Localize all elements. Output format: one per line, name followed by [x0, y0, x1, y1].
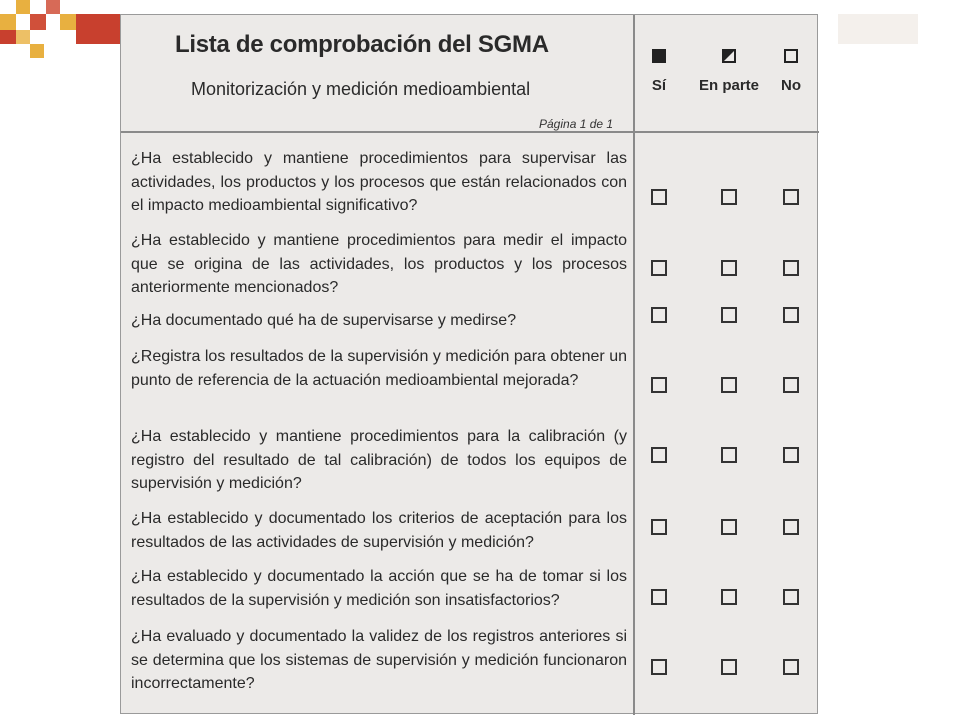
filled-square-icon — [652, 49, 666, 63]
answer-no-checkbox[interactable] — [783, 589, 799, 605]
legend-partly-label: En parte — [699, 77, 760, 94]
answer-no-checkbox[interactable] — [783, 659, 799, 675]
question-text: ¿Ha establecido y mantiene procedimientos para supervisar las actividades, los productos y los procesos que están relacionados con el impacto medioambiental significativo? — [131, 150, 627, 214]
decor-square — [60, 14, 76, 30]
question-text: ¿Ha documentado qué ha de supervisarse y medirse? — [131, 312, 517, 329]
answer-no-checkbox[interactable] — [783, 377, 799, 393]
answer-yes-checkbox[interactable] — [651, 260, 667, 276]
decor-square — [30, 44, 44, 58]
answer-no-checkbox[interactable] — [783, 307, 799, 323]
answer-no-checkbox[interactable] — [783, 189, 799, 205]
empty-square-icon — [784, 49, 798, 63]
question-text: ¿Ha establecido y documentado los criterios de aceptación para los resultados de las actividades de supervisión y medición? — [131, 510, 627, 551]
question-text: ¿Registra los resultados de la supervisión y medición para obtener un punto de referencia de la actuación medioambiental mejorada? — [131, 348, 627, 389]
column-divider — [633, 15, 635, 715]
decor-block — [838, 14, 918, 44]
answer-partly-checkbox[interactable] — [721, 189, 737, 205]
decor-square — [16, 30, 30, 44]
answer-yes-checkbox[interactable] — [651, 307, 667, 323]
decor-square — [46, 0, 60, 14]
form-title: Lista de comprobación del SGMA — [175, 31, 549, 58]
answer-partly-checkbox[interactable] — [721, 307, 737, 323]
answer-partly-checkbox[interactable] — [721, 260, 737, 276]
answer-yes-checkbox[interactable] — [651, 519, 667, 535]
checklist-form — [120, 14, 818, 714]
answer-partly-checkbox[interactable] — [721, 519, 737, 535]
question-text: ¿Ha evaluado y documentado la validez de los registros anteriores si se determina que los sistemas de supervisión y medición funcionaron incorrectamente? — [131, 628, 627, 692]
page-number: Página 1 de 1 — [539, 117, 614, 131]
answer-no-checkbox[interactable] — [783, 260, 799, 276]
decor-square — [30, 14, 46, 30]
answer-partly-checkbox[interactable] — [721, 447, 737, 463]
decor-square — [76, 14, 122, 44]
question-text: ¿Ha establecido y documentado la acción que se ha de tomar si los resultados de la supervisión y medición son insatisfactorios? — [131, 568, 627, 609]
form-header — [121, 15, 819, 133]
legend-partly — [699, 49, 759, 94]
question-text: ¿Ha establecido y mantiene procedimientos para la calibración (y registro del resultado de tal calibración) de todos los equipos de supervisión y medición? — [131, 428, 627, 492]
decor-square — [0, 14, 16, 30]
legend-yes-label: Sí — [651, 77, 667, 94]
answer-no-checkbox[interactable] — [783, 447, 799, 463]
decor-square — [16, 0, 30, 14]
half-filled-square-icon — [722, 49, 736, 63]
form-subtitle: Monitorización y medición medioambiental — [191, 79, 531, 99]
answer-partly-checkbox[interactable] — [721, 589, 737, 605]
answer-yes-checkbox[interactable] — [651, 377, 667, 393]
answer-yes-checkbox[interactable] — [651, 189, 667, 205]
answer-yes-checkbox[interactable] — [651, 659, 667, 675]
legend-yes — [629, 49, 689, 94]
answer-yes-checkbox[interactable] — [651, 589, 667, 605]
answer-yes-checkbox[interactable] — [651, 447, 667, 463]
legend-no — [761, 49, 821, 94]
legend-no-label: No — [781, 77, 801, 94]
answer-no-checkbox[interactable] — [783, 519, 799, 535]
question-text: ¿Ha establecido y mantiene procedimientos para medir el impacto que se origina de las actividades, los productos y los procesos anteriormente mencionados? — [131, 232, 627, 296]
answer-partly-checkbox[interactable] — [721, 659, 737, 675]
answer-partly-checkbox[interactable] — [721, 377, 737, 393]
decor-square — [0, 30, 16, 44]
